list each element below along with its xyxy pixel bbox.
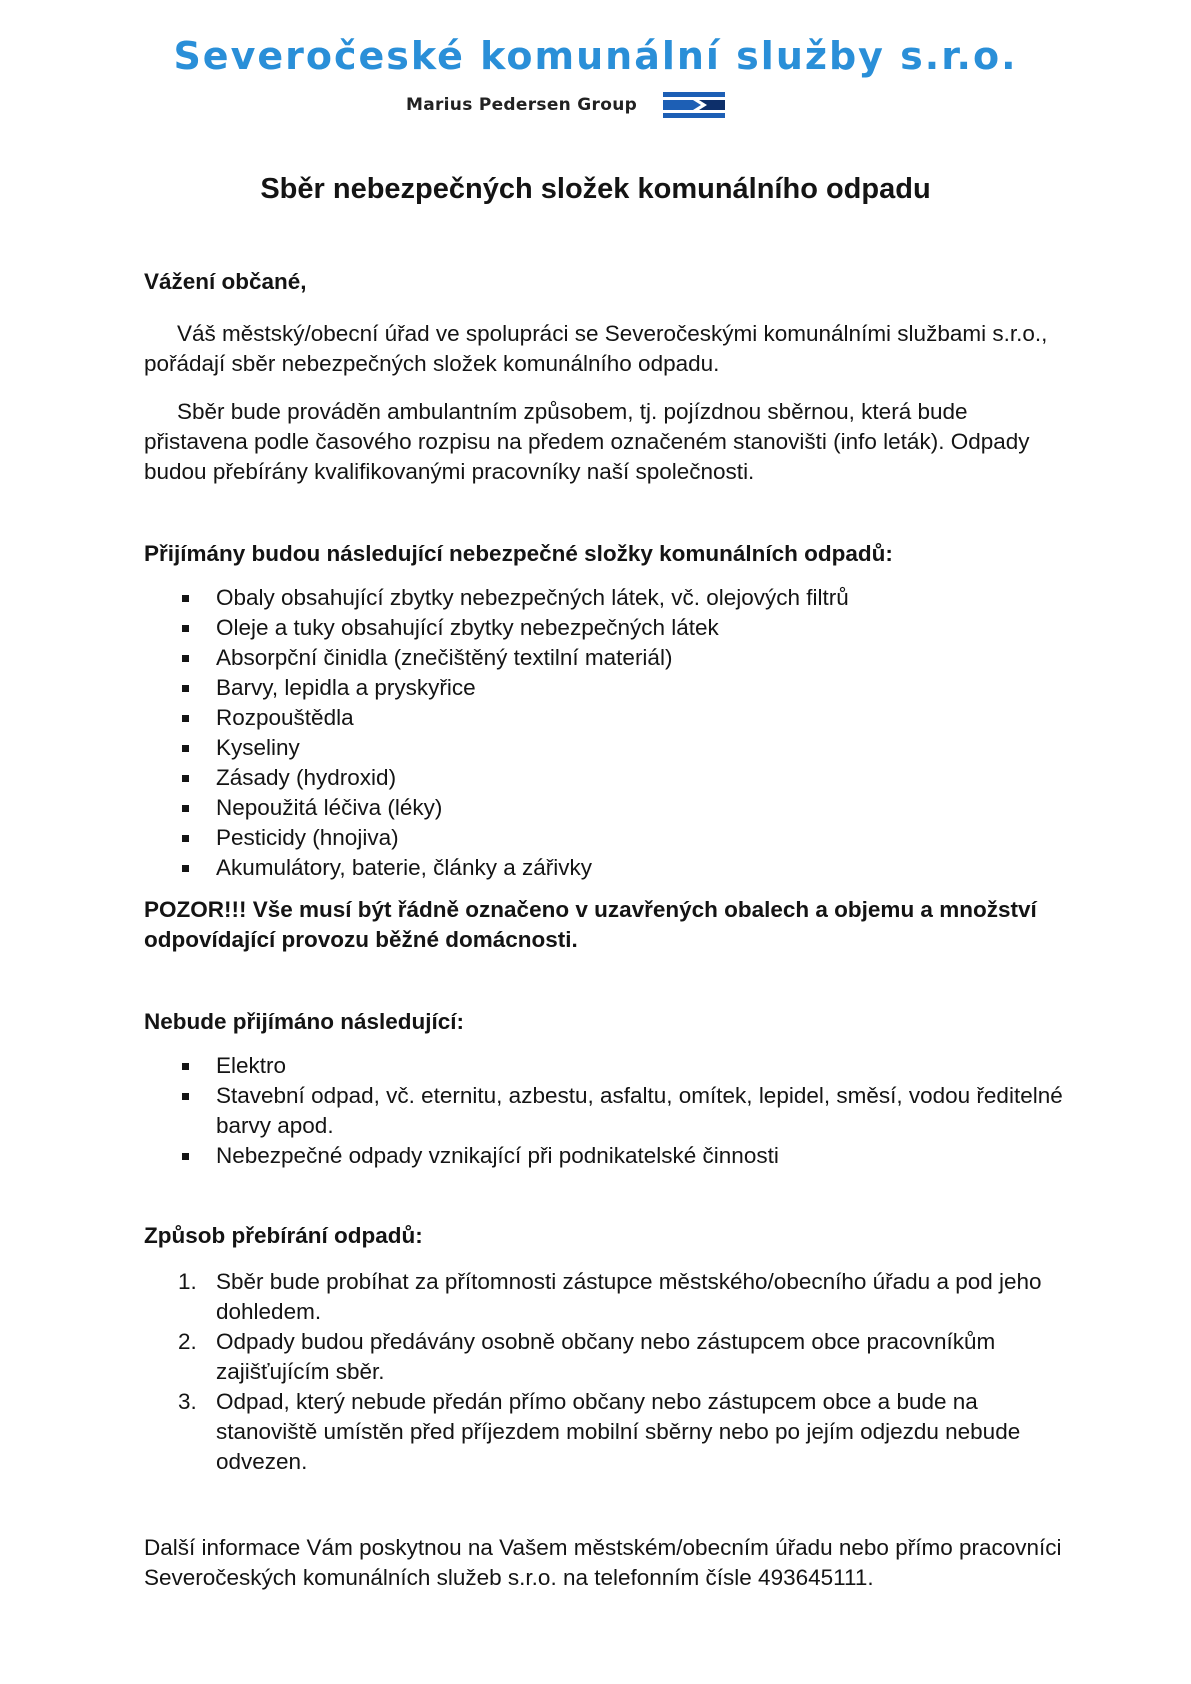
list-item-text: Nepoužitá léčiva (léky) [216, 795, 443, 820]
list-item-text: Nebezpečné odpady vznikající při podnikatelské činnosti [216, 1143, 779, 1168]
list-item-text: Zásady (hydroxid) [216, 765, 397, 790]
not-accepted-list [144, 1051, 1064, 1171]
square-bullet-icon [182, 745, 189, 752]
list-item-text: Rozpouštědla [216, 705, 354, 730]
list-item-text: Absorpční činidla (znečištěný textilní materiál) [216, 645, 673, 670]
document-body [144, 267, 1064, 1593]
company-flag-icon [663, 92, 725, 118]
square-bullet-icon [182, 775, 189, 782]
list-item-text: Oleje a tuky obsahující zbytky nebezpečných látek [216, 615, 719, 640]
list-item [144, 1051, 1064, 1081]
list-item [144, 613, 1064, 643]
square-bullet-icon [182, 625, 189, 632]
list-item-text: Kyseliny [216, 735, 300, 760]
method-heading: Způsob přebírání odpadů: [144, 1223, 423, 1248]
method-steps [144, 1267, 1064, 1477]
list-item-text: Akumulátory, baterie, články a zářivky [216, 855, 592, 880]
greeting: Vážení občané, [144, 269, 307, 294]
step-text: Sběr bude probíhat za přítomnosti zástupce městského/obecního úřadu a pod jeho dohledem. [216, 1269, 1042, 1324]
list-item [144, 703, 1064, 733]
collection-paragraph: Sběr bude prováděn ambulantním způsobem, tj. pojízdnou sběrnou, která bude přistavena podle časového rozpisu na předem označeném stanovišti (info leták). Odpady budou přebírány kvalifikovanými pracovníky naší společnosti. [144, 399, 1030, 484]
step-text: Odpad, který nebude předán přímo občany nebo zástupcem obce a bude na stanoviště umístěn před příjezdem mobilní sběrny nebo po jejím odjezdu nebude odvezen. [216, 1389, 1021, 1474]
list-item [144, 793, 1064, 823]
company-name: Severočeské komunální služby s.r.o. [173, 34, 1018, 78]
step-text: Odpady budou předávány osobně občany nebo zástupcem obce pracovníkům zajišťujícím sběr. [216, 1329, 996, 1384]
square-bullet-icon [182, 1063, 189, 1070]
list-item-text: Elektro [216, 1053, 287, 1078]
square-bullet-icon [182, 685, 189, 692]
list-item [144, 823, 1064, 853]
list-item-text: Pesticidy (hnojiva) [216, 825, 399, 850]
step-item [144, 1327, 1064, 1387]
warning-notice: POZOR!!! Vše musí být řádně označeno v uzavřených obalech a objemu a množství odpovídající provozu běžné domácnosti. [144, 897, 1037, 952]
square-bullet-icon [182, 1093, 189, 1100]
list-item [144, 583, 1064, 613]
list-item-text: Stavební odpad, vč. eternitu, azbestu, asfaltu, omítek, lepidel, směsí, vodou ředitelné barvy apod. [216, 1083, 1063, 1138]
list-item-text: Barvy, lepidla a pryskyřice [216, 675, 476, 700]
list-item [144, 643, 1064, 673]
contact-footer: Další informace Vám poskytnou na Vašem městském/obecním úřadu nebo přímo pracovníci Severočeských komunálních služeb s.r.o. na telefonním čísle 493645111. [144, 1535, 1062, 1590]
square-bullet-icon [182, 835, 189, 842]
square-bullet-icon [182, 655, 189, 662]
list-item [144, 853, 1064, 883]
list-item-text: Obaly obsahující zbytky nebezpečných látek, vč. olejových filtrů [216, 585, 849, 610]
step-item [144, 1267, 1064, 1327]
square-bullet-icon [182, 1153, 189, 1160]
step-number: 2. [178, 1329, 197, 1354]
list-item [144, 763, 1064, 793]
group-line [406, 90, 725, 120]
square-bullet-icon [182, 865, 189, 872]
step-number: 1. [178, 1269, 197, 1294]
step-item [144, 1387, 1064, 1477]
accepted-list [144, 583, 1064, 883]
not-accepted-heading: Nebude přijímáno následující: [144, 1009, 465, 1034]
list-item [144, 1141, 1064, 1171]
list-item [144, 1081, 1064, 1141]
document-title: Sběr nebezpečných složek komunálního odpadu [260, 173, 931, 205]
list-item [144, 673, 1064, 703]
step-number: 3. [178, 1389, 197, 1414]
square-bullet-icon [182, 595, 189, 602]
accepted-heading: Přijímány budou následující nebezpečné složky komunálních odpadů: [144, 541, 893, 566]
square-bullet-icon [182, 805, 189, 812]
list-item [144, 733, 1064, 763]
square-bullet-icon [182, 715, 189, 722]
group-name: Marius Pedersen Group [406, 95, 638, 115]
intro-paragraph: Váš městský/obecní úřad ve spolupráci se Severočeskými komunálními službami s.r.o., pořádají sběr nebezpečných složek komunálního odpadu. [144, 321, 1048, 376]
